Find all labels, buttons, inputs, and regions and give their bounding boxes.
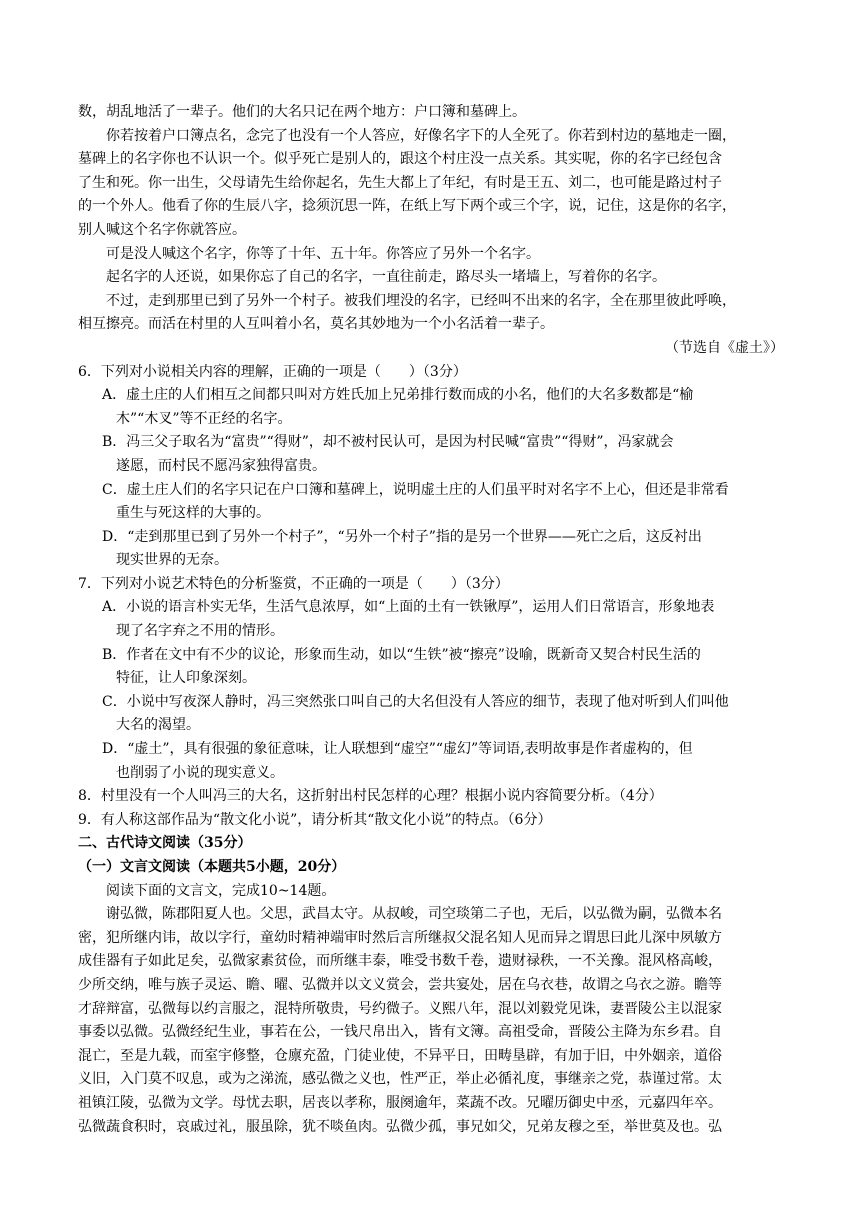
text-line: 墓碑上的名字你也不认识一个。似乎死亡是别人的，跟这个村庄没一点关系。其实呢，你的名字已经包含: [78, 151, 722, 168]
text-line: 不过，走到那里已到了另外一个村子。被我们埋没的名字，已经叫不出来的名字，全在那里彼此呼唤，: [106, 292, 736, 309]
text-line: 9．有人称这部作品为“散文化小说”，请分析其“散文化小说”的特点。（6分）: [78, 811, 552, 828]
text-line: 7．下列对小说艺术特色的分析鉴赏，不正确的一项是（ ）（3分）: [78, 575, 509, 592]
text-line: 成佳器有子如此足矣，弘微家素贫俭，而所继丰泰，唯受书数千卷，遗财禄秩，一不关豫。混风格高峻，: [78, 953, 722, 970]
text-line: 才辞辩富，弘微每以约言服之，混特所敬贵，号约微子。义熙八年，混以刘毅党见诛，妻晋陵公主以混家: [78, 1000, 722, 1017]
text-line: 弘微蔬食积时，哀戚过礼，服虽除，犹不啖鱼肉。弘微少孤，事兄如父，兄弟友穆之至，举世莫及也。弘: [78, 1118, 722, 1135]
text-line: 可是没人喊这个名字，你等了十年、五十年。你答应了另外一个名字。: [106, 245, 540, 262]
text-line: 少所交纳，唯与族子灵运、瞻、曜、弘微并以文义赏会，尝共宴处，居在乌衣巷，故谓之乌衣之游。瞻等: [78, 976, 722, 993]
text-line: 现实世界的无奈。: [116, 552, 228, 569]
text-line: 重生与死这样的大事的。: [116, 505, 270, 522]
text-line: 6．下列对小说相关内容的理解，正确的一项是（ ）（3分）: [78, 363, 467, 380]
text-line: 遂愿，而村民不愿冯家独得富贵。: [116, 457, 326, 474]
text-line: 二、古代诗文阅读（35分）: [78, 835, 252, 852]
text-line: C．小说中写夜深人静时，冯三突然张口叫自己的大名但没有人答应的细节，表现了他对听到人们叫他: [102, 693, 729, 710]
text-line: 阅读下面的文言文，完成10~14题。: [106, 882, 336, 899]
text-line: 你若按着户口簿点名，念完了也没有一个人答应，好像名字下的人全死了。你若到村边的墓地走一圈，: [106, 127, 736, 144]
text-line: （一）文言文阅读（本题共5小题，20分）: [78, 859, 346, 875]
text-line: 相互擦亮。而活在村里的人互叫着小名，莫名其妙地为一个小名活着一辈子。: [78, 316, 554, 333]
text-line: 现了名字弃之不用的情形。: [116, 623, 284, 640]
text-line: A．虚土庄的人们相互之间都只叫对方姓氏加上兄弟排行数而成的小名，他们的大名多数都是“榆: [102, 387, 694, 404]
text-line: D．“走到那里已到了另外一个村子”，“另外一个村子”指的是另一个世界——死亡之后，这反衬出: [102, 528, 702, 545]
text-line: 8．村里没有一个人叫冯三的大名，这折射出村民怎样的心理？根据小说内容简要分析。（4分）: [78, 788, 663, 805]
text-line: 祖镇江陵，弘微为文学。母忧去职，居丧以孝称，服阕逾年，菜蔬不改。兄曜历御史中丞，元嘉四年卒。: [78, 1094, 722, 1111]
text-line: D．“虚土”，具有很强的象征意味，让人联想到“虚空”“虚幻”等词语,表明故事是作者虚构的，但: [102, 741, 693, 758]
text-line: 密，犯所继内讳，故以字行，童幼时精神端审时然后言所继叔父混名知人见而异之谓思曰此儿深中夙敏方: [78, 929, 722, 946]
text-line: 了生和死。你一出生，父母请先生给你起名，先生大都上了年纪，有时是王五、刘二，也可能是路过村子: [78, 174, 722, 191]
text-line: （节选自《虚土》）: [665, 339, 784, 356]
text-line: 也削弱了小说的现实意义。: [116, 764, 284, 781]
text-line: 数，胡乱地活了一辈子。他们的大名只记在两个地方：户口簿和墓碑上。: [78, 104, 526, 120]
text-line: 义旧，入门莫不叹息，或为之涕流，感弘微之义也，性严正，举止必循礼度，事继亲之党，恭谨过常。太: [78, 1071, 722, 1088]
text-line: 谢弘微，陈郡阳夏人也。父思，武昌太守。从叔峻，司空琰第二子也，无后，以弘微为嗣，弘微本名: [106, 906, 722, 923]
text-line: 的一个外人。他看了你的生辰八字，捻须沉思一阵，在纸上写下两个或三个字，说，记住，这是你的名字，: [78, 198, 736, 215]
document-page: [78, 101, 784, 1139]
text-line: 别人喊这个名字你就答应。: [78, 221, 246, 238]
text-line: 混亡，至是九载，而室宇修整，仓廪充盈，门徒业使，不异平日，田畴垦辟，有加于旧，中外姻亲，道俗: [78, 1047, 722, 1064]
text-line: 木”“木叉”等不正经的名字。: [116, 410, 292, 427]
text-line: B．作者在文中有不少的议论，形象而生动，如以“生铁”被“擦亮”设喻，既新奇又契合村民生活的: [102, 646, 701, 663]
text-line: B．冯三父子取名为“富贵”“得财”，却不被村民认可，是因为村民喊“富贵”“得财”，冯家就会: [102, 434, 674, 451]
text-line: 特征，让人印象深刻。: [116, 670, 256, 687]
text-line: A．小说的语言朴实无华，生活气息浓厚，如“上面的土有一铁锹厚”，运用人们日常语言，形象地表: [102, 599, 715, 616]
text-line: 大名的渴望。: [116, 717, 200, 734]
text-line: C．虚土庄人们的名字只记在户口簿和墓碑上，说明虚土庄的人们虽平时对名字不上心，但还是非常看: [102, 481, 729, 498]
text-line: 起名字的人还说，如果你忘了自己的名字，一直往前走，路尽头一堵墙上，写着你的名字。: [106, 269, 666, 286]
text-line: 事委以弘微。弘微经纪生业，事若在公，一钱尺帛出入，皆有文簿。高祖受命，晋陵公主降为东乡君。自: [78, 1024, 722, 1041]
